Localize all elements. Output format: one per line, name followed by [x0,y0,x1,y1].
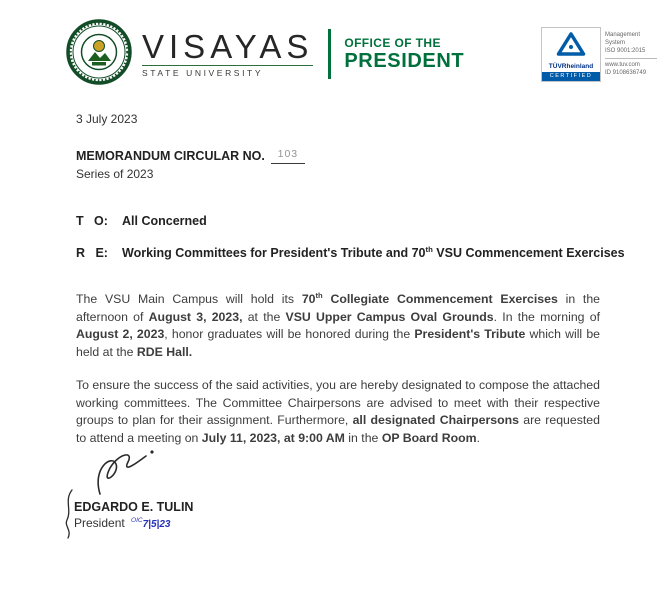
tuv-triangle-icon [556,31,586,62]
re-line [76,246,654,260]
tuv-logo-box [541,27,601,82]
circular-label: MEMORANDUM CIRCULAR NO. [76,149,265,163]
re-label: R E: [76,246,108,260]
oic-mark: OIC [131,517,143,524]
cert-system-line2: System [605,40,626,47]
tuv-brand-text: TÜVRheinland [548,62,594,70]
letterhead [66,14,657,94]
circular-number-value: 103 [277,148,299,160]
signature-date-annotation [131,516,170,530]
cert-iso: ISO 9001:2015 [605,48,646,55]
university-wordmark [142,30,313,78]
handwritten-signature [58,446,208,551]
signatory-name: EDGARDO E. TULIN [74,500,194,514]
vsu-seal-logo [66,19,132,90]
office-title-line2: PRESIDENT [344,50,465,72]
signature-block [58,446,318,556]
cert-divider [605,58,657,59]
to-line [76,214,207,228]
signatory-title [74,516,170,530]
memo-date: 3 July 2023 [76,112,138,126]
circular-number-blank [271,149,305,164]
body-paragraph-2: To ensure the success of the said activities, you are hereby designated to compose the attached working committees. The Committee Chairpersons are advised to meet with their respective groups to plan for their assignment. Furthermore, all designated Chairpersons are requested to attend a meeting on July 11, 2023, at 9:00 AM in the OP Board Room. [76,378,600,446]
cert-details [605,27,657,82]
to-value: All Concerned [122,214,207,228]
cert-id: ID 9108636749 [605,69,647,76]
university-subtitle: STATE UNIVERSITY [142,65,313,78]
office-title [344,36,464,72]
certified-banner: CERTIFIED [542,72,600,81]
signed-date: 7|5|23 [142,519,171,530]
header-divider [328,29,331,79]
circular-number-line [76,149,305,164]
cert-website: www.tuv.com [605,61,640,68]
cert-system-line1: Management [605,32,641,39]
university-name: VISAYAS [142,28,314,65]
office-title-line1: OFFICE OF THE [344,36,441,50]
signatory-title-text: President [74,516,125,530]
re-value: Working Committees for President's Tribute and 70th VSU Commencement Exercises [122,244,625,260]
body-paragraph-1: The VSU Main Campus will hold its 70th Collegiate Commencement Exercises in the afternoon of August 3, 2023, at the VSU Upper Campus Oval Grounds. In the morning of August 2, 2023, honor graduates will be honored during the President's Tribute which will be held at the RDE Hall. [76,290,600,360]
series-line: Series of 2023 [76,167,154,181]
tuv-certification-badge [541,27,657,82]
to-label: T O: [76,214,108,228]
